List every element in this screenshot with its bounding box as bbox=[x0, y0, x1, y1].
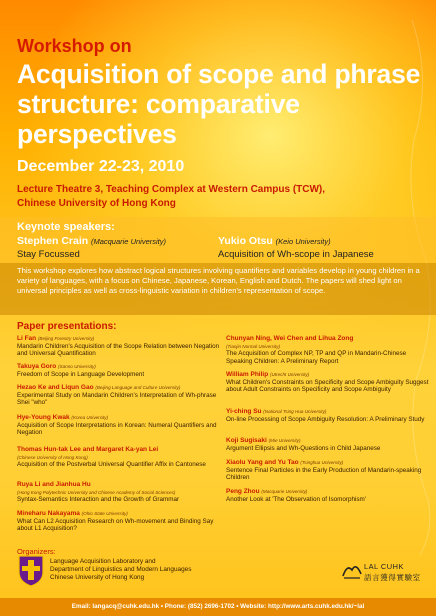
paper-title: Acquisition of the Postverbal Universal Quantifier Affix in Cantonese bbox=[17, 461, 206, 469]
paper-affiliation: (Tianjin Normal University) bbox=[226, 343, 281, 349]
paper-item bbox=[17, 510, 222, 533]
paper-item bbox=[226, 335, 431, 365]
paper-affiliation: (Macquarie University) bbox=[261, 489, 308, 494]
paper-speakers: William Philip bbox=[226, 371, 269, 378]
keynote-speaker-2 bbox=[218, 235, 374, 261]
organizer-line: Chinese University of Hong Kong bbox=[50, 574, 145, 581]
paper-title: On-line Processing of Scope Ambiguity Resolution: A Preliminary Study bbox=[226, 415, 425, 423]
paper-item bbox=[17, 335, 222, 358]
paper-affiliation: (Ohio State University) bbox=[81, 511, 128, 516]
paper-affiliation: (Utrecht University) bbox=[269, 372, 310, 377]
paper-title: What Can L2 Acquisition Research on Wh-movement and Binding Say about L1 Acquisition? bbox=[17, 517, 214, 533]
keynote-affiliation: (Macquarie University) bbox=[90, 237, 166, 246]
paper-affiliation: (Hong Kong Polytechnic University and Chinese Academy of Social Sciences) bbox=[17, 489, 176, 495]
paper-title: What Children's Constraints on Specificity and Scope Ambiguity Suggest about Adult Constraints on Specificity and Scope Ambiguity bbox=[226, 378, 429, 394]
workshop-label: Workshop on bbox=[17, 36, 132, 56]
paper-speakers: Chunyan Ning, Wei Chen and Lihua Zong bbox=[226, 335, 354, 342]
paper-speakers: Mineharu Nakayama bbox=[17, 510, 80, 517]
lal-chinese-name: 語言獲得實驗室 bbox=[364, 573, 421, 582]
keynote-affiliation: (Keio University) bbox=[275, 237, 331, 246]
paper-item bbox=[226, 488, 431, 503]
paper-title: Mandarin Children's Acquisition of the Scope Relation between Negation and Universal Quantification bbox=[17, 342, 220, 358]
paper-affiliation: (Beijing Forestry University) bbox=[37, 336, 95, 341]
paper-speakers: Hye-Young Kwak bbox=[17, 414, 70, 421]
paper-title: Syntax-Semantics Interaction and the Growth of Grammar bbox=[17, 496, 180, 504]
venue-line-2: Chinese University of Hong Kong bbox=[17, 198, 176, 209]
keynote-name: Yukio Otsu bbox=[218, 235, 273, 247]
paper-affiliation: (Mie University) bbox=[268, 438, 301, 443]
paper-affiliation: (Tsinghua University) bbox=[300, 460, 344, 465]
paper-speakers: Peng Zhou bbox=[226, 488, 260, 495]
organizers-label: Organizers: bbox=[17, 547, 56, 556]
paper-title: Sentence Final Particles in the Early Production of Mandarin-speaking Children bbox=[226, 466, 422, 482]
organizers-text bbox=[50, 558, 191, 582]
paper-speakers: Li Fan bbox=[17, 335, 37, 342]
paper-affiliation: (Sanno University) bbox=[58, 364, 96, 369]
lal-logo bbox=[341, 560, 363, 585]
paper-item bbox=[17, 446, 222, 469]
paper-speakers: Yi-ching Su bbox=[226, 408, 262, 415]
paper-title: Experimental Study on Mandarin Children's Interpretation of Wh-phrase Shei "who" bbox=[17, 391, 217, 407]
organizer-line: Language Acquisition Laboratory and bbox=[50, 558, 156, 565]
paper-item bbox=[17, 414, 222, 437]
paper-item bbox=[17, 363, 222, 378]
paper-affiliation: (Chinese University of Hong Kong) bbox=[17, 454, 88, 460]
paper-speakers: Koji Sugisaki bbox=[226, 437, 267, 444]
paper-speakers: Xiaolu Yang and Yu Tao bbox=[226, 459, 299, 466]
paper-item bbox=[226, 408, 431, 423]
keynote-speaker-1 bbox=[17, 235, 166, 261]
paper-item bbox=[226, 371, 431, 394]
keynote-name: Stephen Crain bbox=[17, 235, 89, 247]
lal-name: LAL CUHK bbox=[364, 562, 404, 571]
keynote-label: Keynote speakers: bbox=[17, 221, 115, 233]
venue-line-1: Lecture Theatre 3, Teaching Complex at Western Campus (TCW), bbox=[17, 184, 326, 195]
paper-title: Acquisition of Scope Interpretations in Korean: Numeral Quantifiers and Negation bbox=[17, 421, 217, 437]
paper-presentations-label: Paper presentations: bbox=[17, 321, 117, 332]
venue bbox=[17, 183, 325, 211]
paper-item bbox=[226, 459, 431, 482]
cuhk-crest-logo bbox=[17, 554, 45, 593]
paper-affiliation: (National Tsing Hua University) bbox=[263, 409, 327, 414]
paper-title: The Acquisition of Complex NP, TP and QP in Mandarin-Chinese Speaking Children: A Preliminary Report bbox=[226, 350, 407, 365]
keynote-talk-title: Acquisition of Wh-scope in Japanese bbox=[218, 249, 374, 260]
paper-speakers: Takuya Goro bbox=[17, 363, 57, 370]
paper-item bbox=[17, 481, 222, 504]
workshop-description: This workshop explores how abstract logical structures involving quantifiers and variables develop in young children in a variety of languages, with a focus on Chinese, Japanese, Korean, English and Dutch. The papers will shed light on universal principles as well as cross-linguistic variation in children's representation of scope. bbox=[17, 266, 420, 295]
organizer-line: Department of Linguistics and Modern Languages bbox=[50, 566, 192, 573]
paper-title: Another Look at 'The Observation of Isomorphism' bbox=[226, 495, 366, 503]
contact-footer: Email: langacq@cuhk.edu.hk • Phone: (852) 2696-1702 • Website: http://www.arts.cuhk.edu.hk/~lal bbox=[0, 598, 436, 616]
poster-title: Acquisition of scope and phrase structure: comparative perspectives bbox=[17, 59, 421, 149]
paper-speakers: Thomas Hun-tak Lee and Margaret Ka-yan Lei bbox=[17, 446, 159, 453]
event-date: December 22-23, 2010 bbox=[17, 158, 185, 175]
paper-speakers: Ruya Li and Jianhua Hu bbox=[17, 481, 91, 488]
paper-speakers: Hezao Ke and Liqun Gao bbox=[17, 384, 94, 391]
paper-item bbox=[17, 384, 222, 407]
paper-title: Argument Ellipsis and Wh-Questions in Child Japanese bbox=[226, 444, 381, 452]
paper-affiliation: (Beijing Language and Culture University) bbox=[95, 385, 181, 390]
keynote-talk-title: Stay Focussed bbox=[17, 249, 80, 260]
paper-item bbox=[226, 437, 431, 452]
paper-affiliation: (Korea University) bbox=[71, 415, 109, 420]
paper-title: Freedom of Scope in Language Development bbox=[17, 370, 145, 378]
